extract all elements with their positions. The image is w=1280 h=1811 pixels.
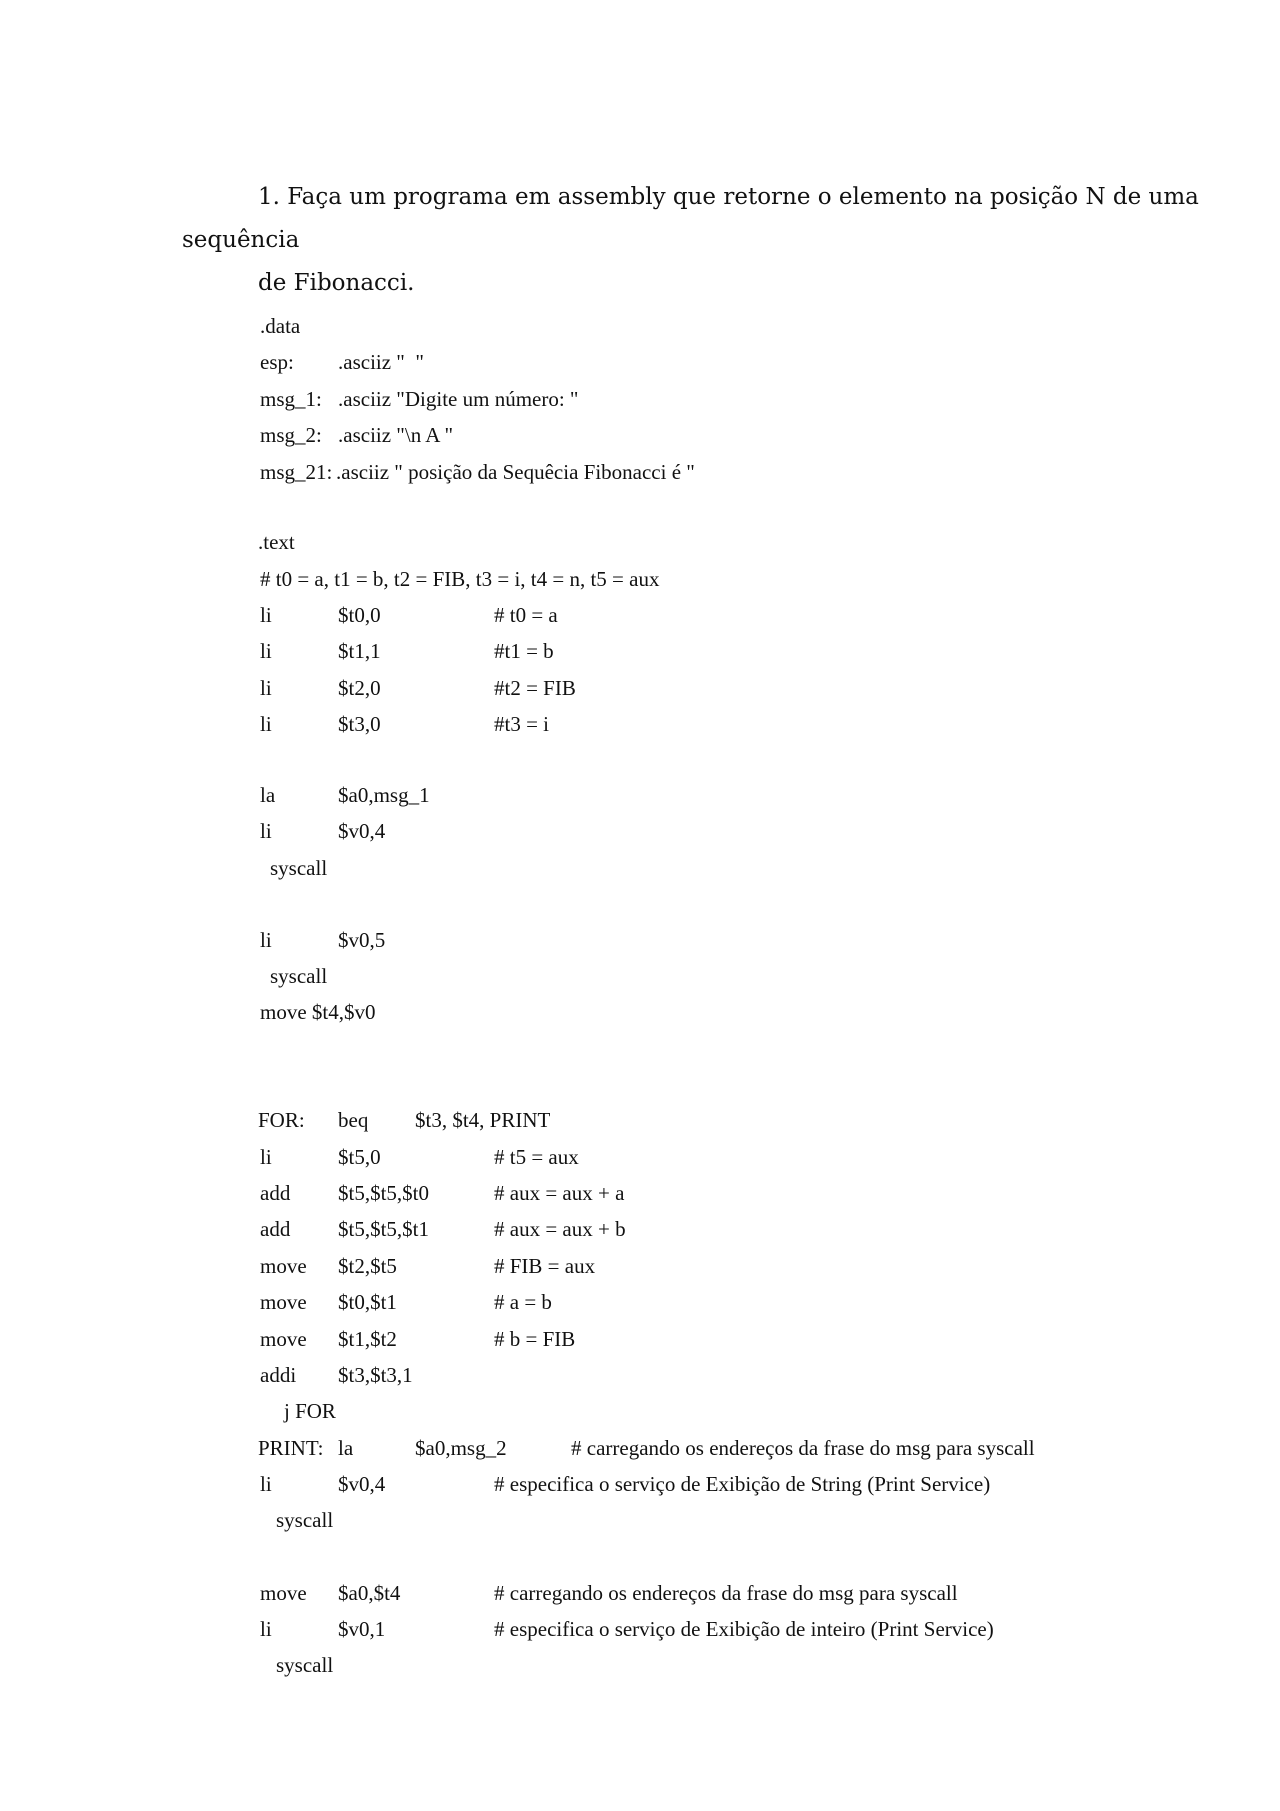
syscall-3: syscall bbox=[276, 1508, 334, 1532]
prompt-op: la bbox=[260, 783, 276, 807]
read-args: $v0,5 bbox=[338, 928, 386, 952]
register-comment: # t0 = a, t1 = b, t2 = FIB, t3 = i, t4 = n, t5 = aux bbox=[260, 567, 660, 591]
print-int-args: $v0,1 bbox=[338, 1617, 386, 1641]
print-int-comment: # especifica o serviço de Exibição de inteiro (Print Service) bbox=[494, 1617, 994, 1641]
loop-comment: # FIB = aux bbox=[494, 1254, 596, 1278]
print-int-op: li bbox=[260, 1617, 272, 1641]
print-int-args: $a0,$t4 bbox=[338, 1581, 401, 1605]
print-service-comment: # especifica o serviço de Exibição de String (Print Service) bbox=[494, 1472, 991, 1496]
init-comment: #t1 = b bbox=[494, 639, 554, 663]
init-op: li bbox=[260, 676, 272, 700]
loop-args: $t0,$t1 bbox=[338, 1290, 397, 1314]
for-args: $t3, $t4, PRINT bbox=[415, 1108, 551, 1132]
move-n: move $t4,$v0 bbox=[260, 1000, 376, 1024]
init-args: $t2,0 bbox=[338, 676, 381, 700]
init-op: li bbox=[260, 712, 272, 736]
read-op: li bbox=[260, 928, 272, 952]
loop-args: $t5,$t5,$t0 bbox=[338, 1181, 430, 1205]
question-line-1: 1. Faça um programa em assembly que retorne o elemento na posição N de uma bbox=[258, 184, 1199, 210]
print-args: $a0,msg_2 bbox=[415, 1436, 507, 1460]
loop-comment: # t5 = aux bbox=[494, 1145, 579, 1169]
print-op: la bbox=[338, 1436, 354, 1460]
loop-op: add bbox=[260, 1181, 291, 1205]
loop-comment: # a = b bbox=[494, 1290, 552, 1314]
syscall-4: syscall bbox=[276, 1653, 334, 1677]
loop-args: $t5,0 bbox=[338, 1145, 381, 1169]
question-line-3: de Fibonacci. bbox=[258, 270, 415, 296]
loop-args: $t5,$t5,$t1 bbox=[338, 1217, 430, 1241]
label-msg-2: msg_2: bbox=[260, 423, 322, 447]
print-int-op: move bbox=[260, 1581, 307, 1605]
loop-comment: # b = FIB bbox=[494, 1327, 576, 1351]
loop-comment: # aux = aux + b bbox=[494, 1217, 626, 1241]
directive-msg-21: .asciiz " posição da Sequêcia Fibonacci é " bbox=[336, 460, 695, 484]
loop-args: $t3,$t3,1 bbox=[338, 1363, 413, 1387]
loop-args: $t2,$t5 bbox=[338, 1254, 397, 1278]
directive-msg-1: .asciiz "Digite um número: " bbox=[338, 387, 579, 411]
jump-for: j FOR bbox=[284, 1399, 336, 1423]
prompt-args: $a0,msg_1 bbox=[338, 783, 430, 807]
for-op: beq bbox=[338, 1108, 369, 1132]
text-directive: .text bbox=[258, 530, 295, 554]
data-directive: .data bbox=[260, 314, 301, 338]
loop-op: li bbox=[260, 1145, 272, 1169]
print-label: PRINT: bbox=[258, 1436, 324, 1460]
init-comment: #t3 = i bbox=[494, 712, 550, 736]
loop-op: addi bbox=[260, 1363, 297, 1387]
loop-comment: # aux = aux + a bbox=[494, 1181, 625, 1205]
syscall-2: syscall bbox=[270, 964, 328, 988]
label-msg-1: msg_1: bbox=[260, 387, 322, 411]
loop-op: move bbox=[260, 1327, 307, 1351]
init-op: li bbox=[260, 603, 272, 627]
question-line-2: sequência bbox=[182, 227, 300, 253]
loop-op: move bbox=[260, 1254, 307, 1278]
loop-op: move bbox=[260, 1290, 307, 1314]
init-comment: # t0 = a bbox=[494, 603, 558, 627]
for-label: FOR: bbox=[258, 1108, 305, 1132]
directive-esp: .asciiz " " bbox=[338, 350, 424, 374]
loop-op: add bbox=[260, 1217, 291, 1241]
print-service-args: $v0,4 bbox=[338, 1472, 386, 1496]
print-comment: # carregando os endereços da frase do msg para syscall bbox=[571, 1436, 1035, 1460]
prompt-op: li bbox=[260, 819, 272, 843]
init-args: $t0,0 bbox=[338, 603, 381, 627]
print-service-op: li bbox=[260, 1472, 272, 1496]
loop-args: $t1,$t2 bbox=[338, 1327, 397, 1351]
init-args: $t1,1 bbox=[338, 639, 381, 663]
directive-msg-2: .asciiz "\n A " bbox=[338, 423, 454, 447]
label-msg-21: msg_21: bbox=[260, 460, 333, 484]
syscall-1: syscall bbox=[270, 856, 328, 880]
init-args: $t3,0 bbox=[338, 712, 381, 736]
init-comment: #t2 = FIB bbox=[494, 676, 576, 700]
label-esp: esp: bbox=[260, 350, 294, 374]
init-op: li bbox=[260, 639, 272, 663]
prompt-args: $v0,4 bbox=[338, 819, 386, 843]
print-int-comment: # carregando os endereços da frase do msg para syscall bbox=[494, 1581, 958, 1605]
